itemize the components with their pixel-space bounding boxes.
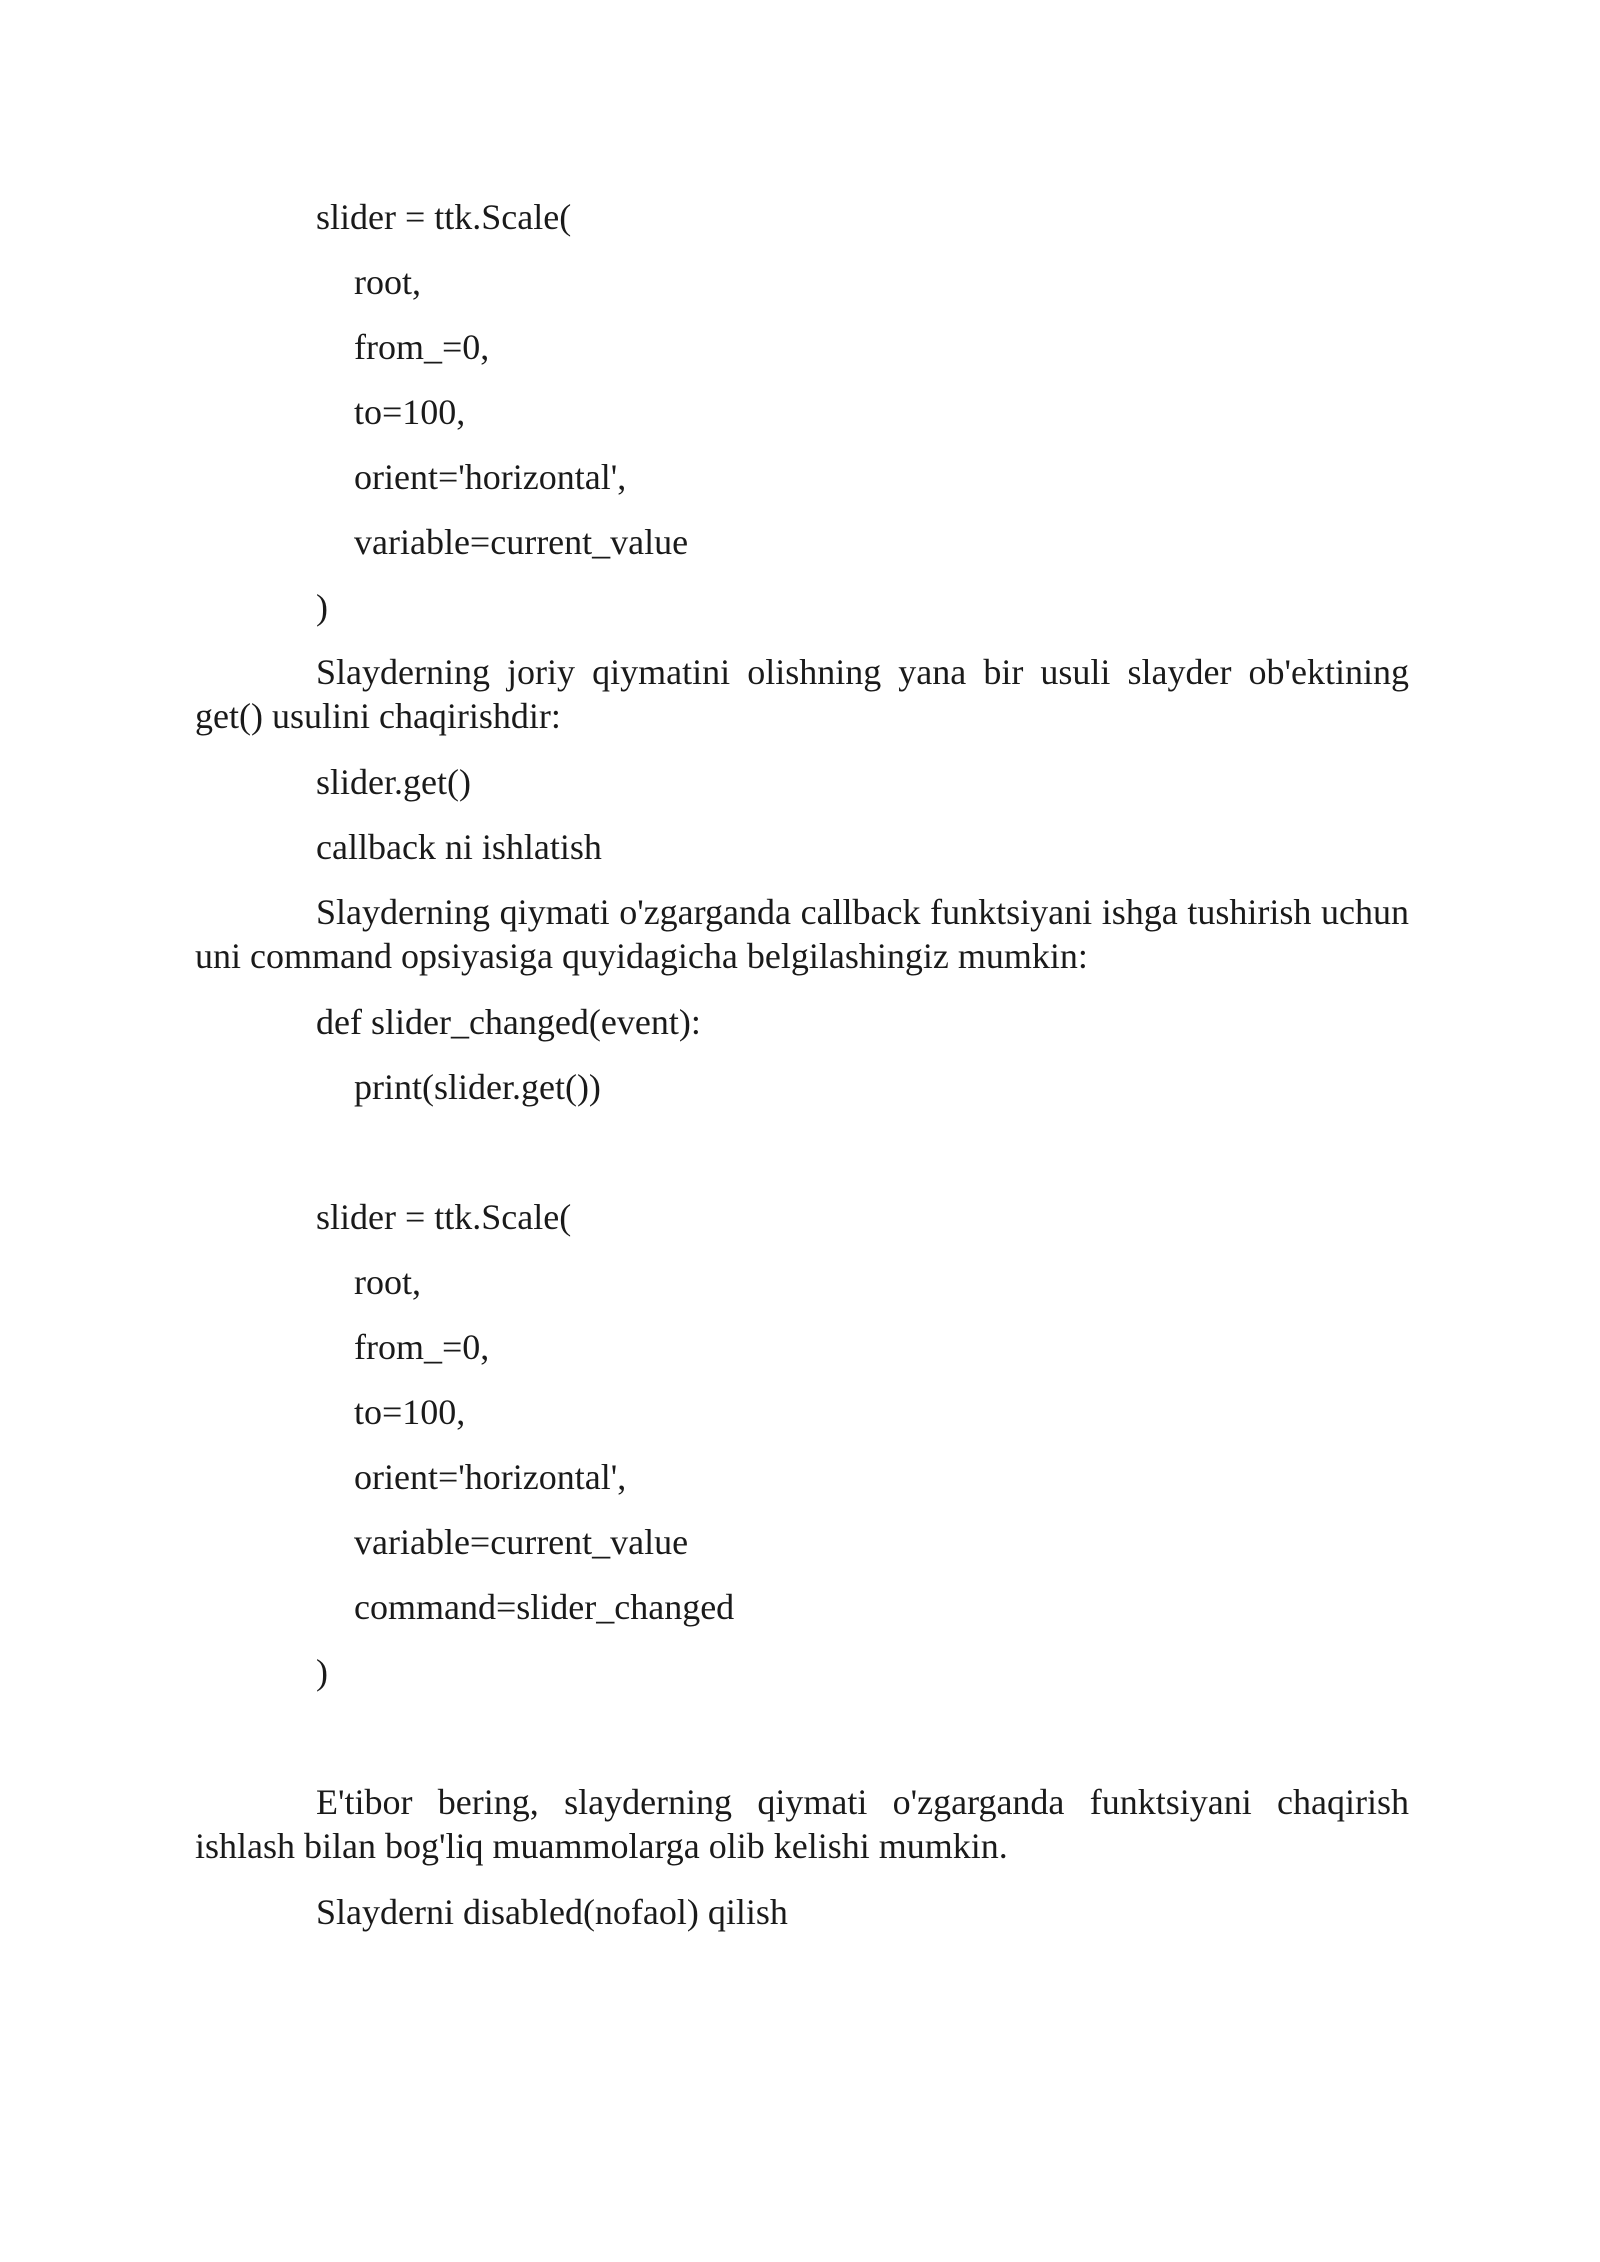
section-heading: Slayderni disabled(nofaol) qilish — [316, 1892, 788, 1932]
paragraph: Slayderning qiymati o'zgarganda callback funktsiyani ishga tushirish uchun uni command opsiyasiga quyidagicha belgilashingiz mumkin: — [195, 892, 1409, 976]
code-line: variable=current_value — [354, 522, 689, 562]
code-line: slider.get() — [316, 762, 471, 802]
code-line: print(slider.get()) — [354, 1067, 601, 1107]
code-line: orient='horizontal', — [354, 1457, 627, 1497]
code-line: root, — [354, 262, 421, 302]
paragraph: E'tibor bering, slayderning qiymati o'zgarganda funktsiyani chaqirish ishlash bilan bog'liq muammolarga olib kelishi mumkin. — [195, 1782, 1409, 1866]
code-line: from_=0, — [354, 1327, 490, 1367]
code-line: to=100, — [354, 392, 466, 432]
code-line: slider = ttk.Scale( — [316, 197, 572, 237]
code-line: ) — [316, 1652, 328, 1692]
section-heading: callback ni ishlatish — [316, 827, 602, 867]
code-line: root, — [354, 1262, 421, 1302]
code-line: variable=current_value — [354, 1522, 689, 1562]
code-line: slider = ttk.Scale( — [316, 1197, 572, 1237]
code-line: orient='horizontal', — [354, 457, 627, 497]
code-line: def slider_changed(event): — [316, 1002, 701, 1042]
code-line: from_=0, — [354, 327, 490, 367]
code-line: command=slider_changed — [354, 1587, 735, 1627]
code-line: to=100, — [354, 1392, 466, 1432]
paragraph: Slayderning joriy qiymatini olishning yana bir usuli slayder ob'ektining get() usulini chaqirishdir: — [195, 652, 1409, 736]
code-line: ) — [316, 587, 328, 627]
